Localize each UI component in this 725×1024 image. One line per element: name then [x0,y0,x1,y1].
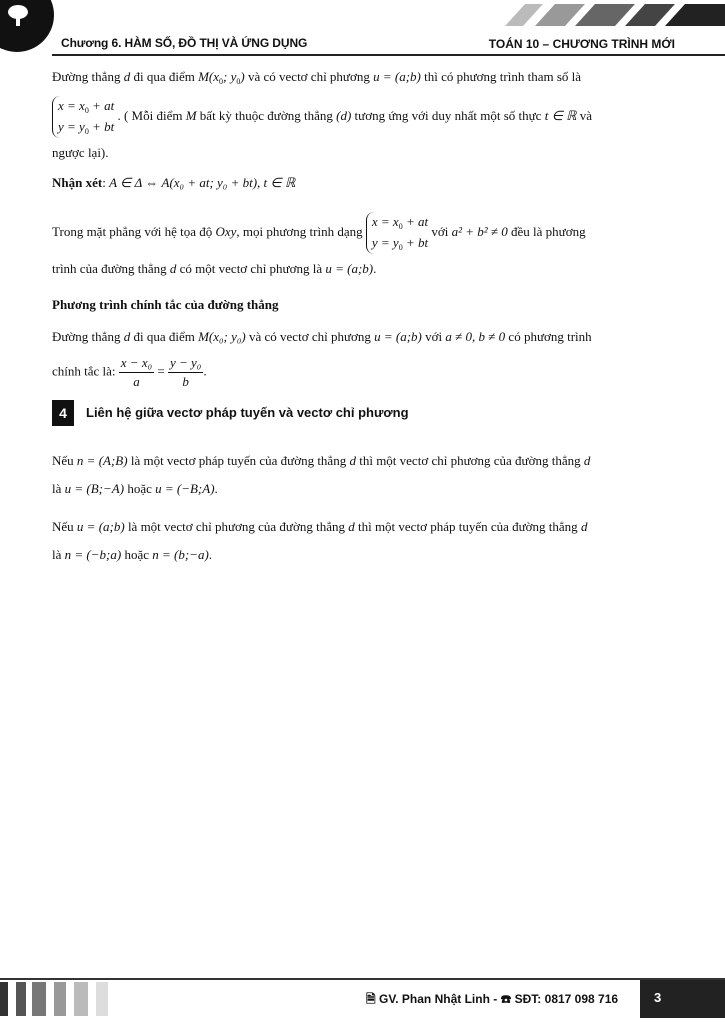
tree-icon [4,2,32,30]
relation1-line1: Nếu n = (A;B) là một vectơ pháp tuyến của đường thẳng d thì một vectơ chỉ phương của đường thẳng d [52,453,591,468]
section-title: Liên hệ giữa vectơ pháp tuyến và vectơ chỉ phương [86,405,409,420]
remark: Nhận xét: A ∈ Δ ⇔ A(x₀ + at; y₀ + bt), t ∈ ℝ [52,175,296,190]
course-title: TOÁN 10 – CHƯƠNG TRÌNH MỚI [488,37,675,51]
canonical-heading: Phương trình chính tắc của đường thẳng [52,297,279,312]
footer-divider [0,978,725,980]
parametric-system: $x = x_0$ + at $y = y_0$ + bt [52,96,114,138]
canonical-fraction-x: $\frac{\text{x − x₀}}{a}$ [120,355,153,390]
relation1-line2: là u = (B;−A) hoặc u = (−B;A). [52,481,218,496]
relation2-line2: là n = (−b;a) hoặc n = (b;−a). [52,547,213,562]
header-divider [52,54,725,56]
section4-header [52,400,552,428]
section-number: 4 [52,400,74,426]
footer-contact: 🗎 GV. Phan Nhật Linh - ☎ SĐT: 0817 098 716 [366,992,619,1006]
para1-line3: ngược lại). [52,145,109,160]
para1-line2: $x = x_0$ + at $y = y_0$ + bt . ( Mỗi điểm M bất kỳ thuộc đường thẳng (d) tương ứng với duy nhất một số thực t ∈ ℝ và [52,96,592,138]
page-number-box [640,980,725,1018]
chapter-title: Chương 6. HÀM SỐ, ĐỒ THỊ VÀ ỨNG DỤNG [61,36,308,50]
page-footer [0,978,725,1018]
para2-line1: Trong mặt phẳng với hệ tọa độ Oxy, mọi phương trình dạng $x = x_0$ + at $y = y_0$ + bt với a² + b² ≠ 0 đều là phương [52,214,586,252]
document-icon: 🗎 [366,992,376,1006]
phone-icon: ☎ [500,992,512,1006]
canonical-line2: chính tắc là: $\frac{\text{x − x₀}}{a}$ = $\frac{\text{y − y₀}}{b}$ . [52,354,207,391]
para1-line1: Đường thẳng d đi qua điểm $M(x_0$; $y_0$) và có vectơ chỉ phương u = (a;b) thì có phương trình tham số là [52,69,582,86]
para2-line2: trình của đường thẳng d có một vectơ chỉ phương là u = (a;b). [52,261,377,276]
canonical-fraction-y: $\frac{\text{y − y₀}}{b}$ [169,355,202,390]
relation2-line1: Nếu u = (a;b) là một vectơ chỉ phương của đường thẳng d thì một vectơ pháp tuyến của đường thẳng d [52,519,588,534]
header-logo [0,0,54,52]
canonical-line1: Đường thẳng d đi qua điểm M(x₀; y₀) và có vectơ chỉ phương u = (a;b) với a ≠ 0, b ≠ 0 có phương trình [52,329,592,344]
header-stripes [495,0,725,28]
page-number: 3 [654,990,662,1005]
